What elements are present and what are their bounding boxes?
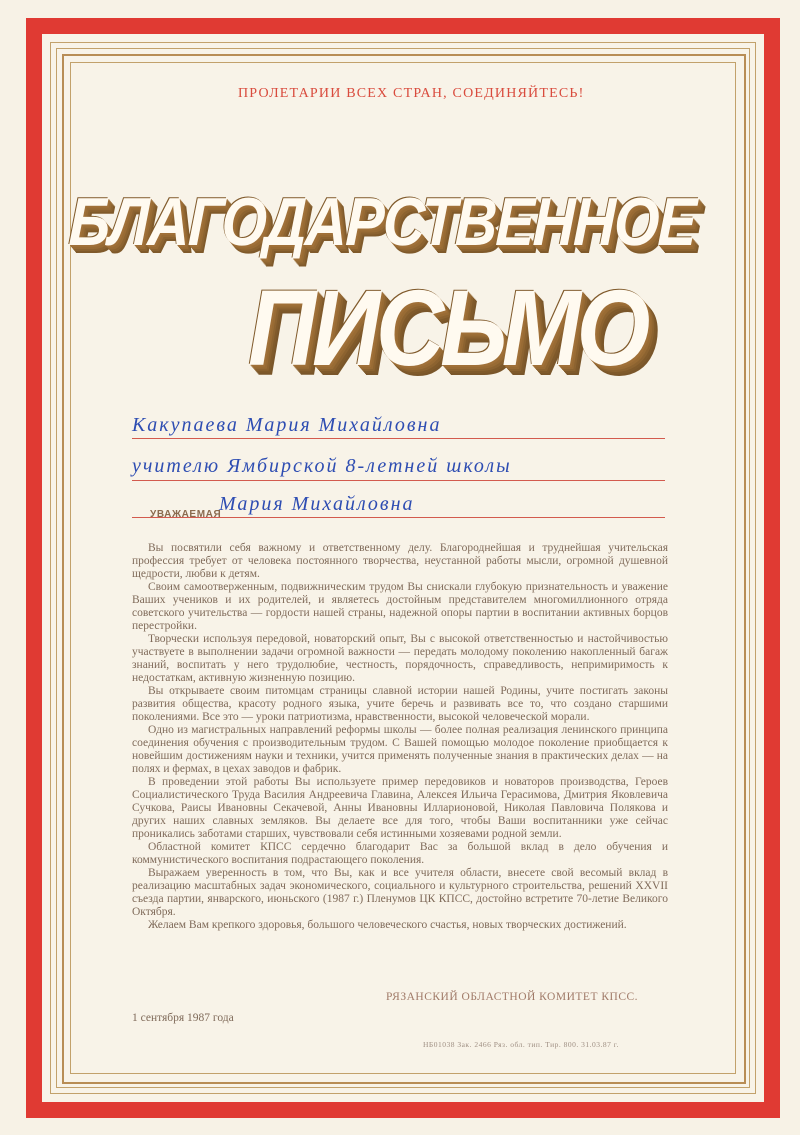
letter-paragraph: В проведении этой работы Вы используете пример передовиков и новаторов производства, Героев Социалистического Труда Василия Андреевича Главина, Алексея Ильича Герасимова, Дмитрия Яковлевича Сучкова, Раисы Ивановны Секачевой, Анны Ивановны Илларионовой, Николая Павловича Полякова и других наших славных земляков. Вы делаете все для того, чтобы Ваши воспитанники уже сейчас проникались заботами старших, чувствовали себя истинными хозяевами родной земли. xyxy=(132,776,668,840)
address-label: УВАЖАЕМАЯ xyxy=(150,509,222,520)
title-line-1: БЛАГОДАРСТВЕННОЕ xyxy=(67,184,697,260)
letter-paragraph: Своим самоотверженным, подвижническим трудом Вы снискали глубокую признательность и уважение Ваших учеников и их родителей, и являетесь достойным представителем многомиллионного отряда советского учительства — гордости нашей страны, надежной опоры партии в воспитании активных борцов перестройки. xyxy=(132,581,668,632)
letter-paragraph: Творчески используя передовой, новаторский опыт, Вы с высокой ответственностью и настойчивостью участвуете в выполнении задачи огромной важности — передать молодому поколению накопленный багаж знаний, воспитать у него трудолюбие, честность, порядочность, справедливость, непримиримость к недостаткам, активную жизненную позицию. xyxy=(132,633,668,684)
letter-paragraph: Выражаем уверенность в том, что Вы, как и все учителя области, внесете свой весомый вклад в реализацию масштабных задач экономического, социального и культурного строительства, решений XXVII съезда партии, январского, июньского (1987 г.) Пленумов ЦК КПСС, достойно встретите 70-летие Великого Октября. xyxy=(132,867,668,918)
print-imprint: НБ01038 Зак. 2466 Ряз. обл. тип. Тир. 800. 31.03.87 г. xyxy=(423,1040,619,1049)
title-line-2: ПИСЬМО xyxy=(248,267,647,388)
recipient-position: учителю Ямбирской 8-летней школы xyxy=(132,455,512,477)
letter-paragraph: Вы открываете своим питомцам страницы славной истории нашей Родины, учите постигать законы развития общества, красоту родного языка, учите беречь и развивать все то, что создано старшими поколениями. Все это — уроки патриотизма, нравственности, высокой человеческой морали. xyxy=(132,685,668,723)
letter-body xyxy=(132,542,668,932)
handwriting-line xyxy=(132,480,665,481)
letter-date: 1 сентября 1987 года xyxy=(132,1012,234,1024)
address-name: Мария Михайловна xyxy=(219,493,415,515)
signer: РЯЗАНСКИЙ ОБЛАСТНОЙ КОМИТЕТ КПСС. xyxy=(386,991,639,1003)
recipient-name: Какупаева Мария Михайловна xyxy=(132,414,442,436)
letter-paragraph: Областной комитет КПСС сердечно благодарит Вас за большой вклад в дело обучения и коммунистического воспитания подрастающего поколения. xyxy=(132,841,668,866)
letter-paragraph: Желаем Вам крепкого здоровья, большого человеческого счастья, новых творческих достижений. xyxy=(148,919,627,931)
letter-paragraph: Вы посвятили себя важному и ответственному делу. Благороднейшая и труднейшая учительская профессия требует от человека постоянного творчества, неустанной работы мысли, огромной душевной щедрости, любви к детям. xyxy=(132,542,668,580)
letter-paragraph: Одно из магистральных направлений реформы школы — более полная реализация ленинского принципа соединения обучения с производительным трудом. С Вашей помощью молодое поколение приобщается к новейшим достижениям науки и техники, учится применять полученные знания в практических делах — на полях и фермах, в цехах заводов и фабрик. xyxy=(132,724,668,775)
handwriting-line xyxy=(132,438,665,439)
slogan: ПРОЛЕТАРИИ ВСЕХ СТРАН, СОЕДИНЯЙТЕСЬ! xyxy=(238,86,585,101)
